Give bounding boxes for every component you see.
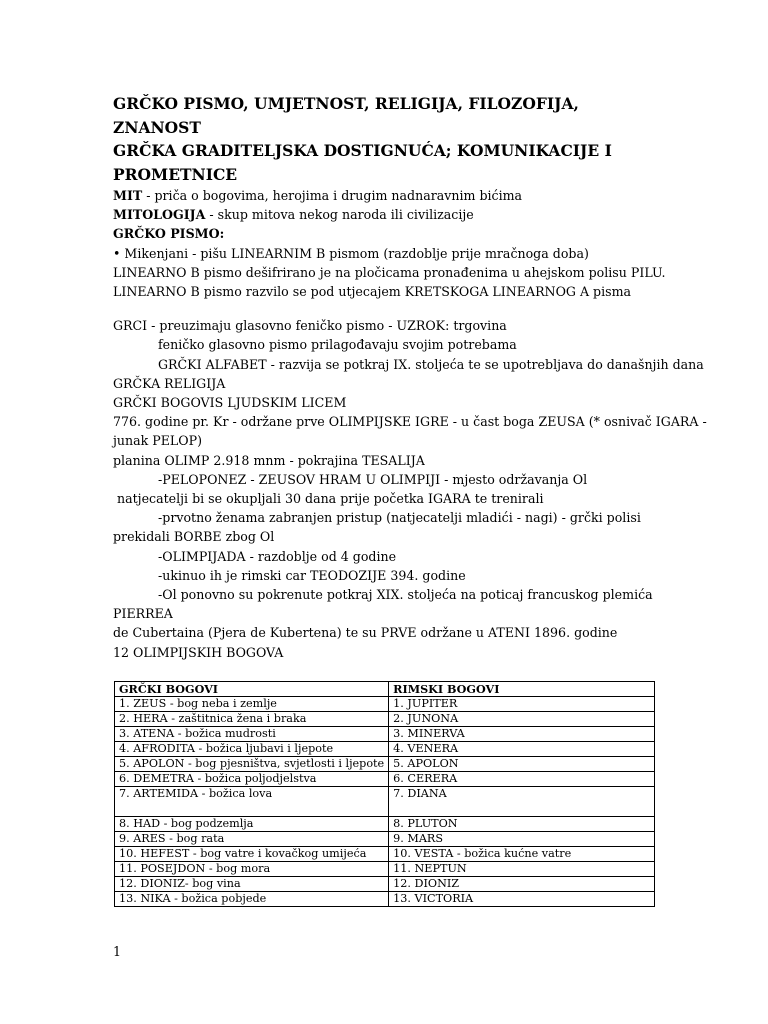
- gods-table: [114, 681, 655, 907]
- blank-line: [113, 301, 678, 316]
- greek-god-cell: 7. ARTEMIDA - božica lova: [115, 787, 389, 817]
- body-line: -Ol ponovno su pokrenute potkraj XIX. stoljeća na poticaj francuskog plemića: [158, 587, 653, 603]
- body-line: -ukinuo ih je rimski car TEODOZIJE 394. godine: [158, 567, 466, 583]
- body-line: GRČKI BOGOVIS LJUDSKIM LICEM: [113, 395, 347, 411]
- title-line: PROMETNICE: [113, 164, 238, 184]
- body-line: GRČKI ALFABET - razvija se potkraj IX. stoljeća te se upotrebljava do današnjih dana: [158, 356, 704, 372]
- body-line: LINEARNO B pismo dešifrirano je na pločicama pronađenima u ahejskom polisu PILU.: [113, 264, 666, 280]
- roman-god-cell: 4. VENERA: [389, 742, 655, 757]
- table-row: [115, 877, 655, 892]
- table-row: [115, 787, 655, 817]
- table-row: [115, 727, 655, 742]
- body-line: 776. godine pr. Kr - održane prve OLIMPIJSKE IGRE - u čast boga ZEUSA (* osnivač IGARA -: [113, 414, 707, 430]
- table-row: [115, 697, 655, 712]
- roman-god-cell: 10. VESTA - božica kućne vatre: [389, 847, 655, 862]
- header-greek-gods: GRČKI BOGOVI: [115, 682, 389, 697]
- body-line: GRCI - preuzimaju glasovno feničko pismo - UZROK: trgovina: [113, 318, 507, 334]
- document-title: [113, 92, 678, 186]
- greek-god-cell: 8. HAD - bog podzemlja: [115, 817, 389, 832]
- body-line: -prvotno ženama zabranjen pristup (natjecatelji mladići - nagi) - grčki polisi: [158, 510, 641, 526]
- roman-god-cell: 9. MARS: [389, 832, 655, 847]
- greek-god-cell: 13. NIKA - božica pobjede: [115, 892, 389, 907]
- table-row: [115, 757, 655, 772]
- body-line: 12 OLIMPIJSKIH BOGOVA: [113, 644, 284, 660]
- table-row: [115, 832, 655, 847]
- header-roman-gods: RIMSKI BOGOVI: [389, 682, 655, 697]
- roman-god-cell: 8. PLUTON: [389, 817, 655, 832]
- roman-god-cell: 13. VICTORIA: [389, 892, 655, 907]
- roman-god-cell: 3. MINERVA: [389, 727, 655, 742]
- table-row: [115, 892, 655, 907]
- greek-god-cell: 3. ATENA - božica mudrosti: [115, 727, 389, 742]
- body-line: -PELOPONEZ - ZEUSOV HRAM U OLIMPIJI - mjesto održavanja Ol: [158, 471, 588, 487]
- body-line: feničko glasovno pismo prilagođavaju svojim potrebama: [158, 337, 517, 353]
- term-mitologija: MITOLOGIJA: [113, 207, 206, 223]
- body-line: LINEARNO B pismo razvilo se pod utjecajem KRETSKOGA LINEARNOG A pisma: [113, 284, 632, 300]
- table-row: [115, 862, 655, 877]
- table-row: [115, 712, 655, 727]
- greek-god-cell: 5. APOLON - bog pjesništva, svjetlosti i ljepote: [115, 757, 389, 772]
- roman-god-cell: 1. JUPITER: [389, 697, 655, 712]
- body-line: prekidali BORBE zbog Ol: [113, 529, 275, 545]
- definition-mit: [113, 186, 678, 205]
- greek-god-cell: 2. HERA - zaštitnica žena i braka: [115, 712, 389, 727]
- body-line: junak PELOP): [113, 433, 203, 449]
- def-mit: - priča o bogovima, herojima i drugim nadnaravnim bićima: [142, 188, 523, 203]
- term-mit: MIT: [113, 188, 143, 203]
- title-line: GRČKA GRADITELJSKA DOSTIGNUĆA; KOMUNIKACIJE I: [113, 141, 612, 160]
- roman-god-cell: 7. DIANA: [389, 787, 655, 817]
- table-row: [115, 772, 655, 787]
- table-row: [115, 847, 655, 862]
- table-row: [115, 742, 655, 757]
- greek-god-cell: 6. DEMETRA - božica poljodjelstva: [115, 772, 389, 787]
- greek-god-cell: 10. HEFEST - bog vatre i kovačkog umijeća: [115, 847, 389, 862]
- title-line: GRČKO PISMO, UMJETNOST, RELIGIJA, FILOZOFIJA,: [113, 94, 579, 113]
- definition-mitologija: [113, 205, 678, 224]
- greek-god-cell: 12. DIONIZ- bog vina: [115, 877, 389, 892]
- greek-god-cell: 4. AFRODITA - božica ljubavi i ljepote: [115, 742, 389, 757]
- body-line: natjecatelji bi se okupljali 30 dana prije početka IGARA te trenirali: [117, 491, 544, 507]
- roman-god-cell: 2. JUNONA: [389, 712, 655, 727]
- table-header-row: [115, 682, 655, 697]
- body-line: planina OLIMP 2.918 mnm - pokrajina TESALIJA: [113, 452, 425, 468]
- body-line: GRČKA RELIGIJA: [113, 375, 226, 391]
- body-line: • Mikenjani - pišu LINEARNIM B pismom (razdoblje prije mračnoga doba): [113, 245, 589, 261]
- body-line: -OLIMPIJADA - razdoblje od 4 godine: [158, 548, 397, 564]
- roman-god-cell: 6. CERERA: [389, 772, 655, 787]
- roman-god-cell: 12. DIONIZ: [389, 877, 655, 892]
- document-body: [113, 186, 707, 662]
- greek-god-cell: 9. ARES - bog rata: [115, 832, 389, 847]
- def-mitologija: - skup mitova nekog naroda ili civilizacije: [205, 207, 474, 223]
- greek-god-cell: 1. ZEUS - bog neba i zemlje: [115, 697, 389, 712]
- title-line: ZNANOST: [113, 117, 201, 137]
- section-heading-pismo: GRČKO PISMO:: [113, 226, 225, 242]
- body-line: PIERREA: [113, 606, 173, 622]
- greek-god-cell: 11. POSEJDON - bog mora: [115, 862, 389, 877]
- roman-god-cell: 11. NEPTUN: [389, 862, 655, 877]
- roman-god-cell: 5. APOLON: [389, 757, 655, 772]
- table-row: [115, 817, 655, 832]
- page-number: 1: [113, 944, 122, 959]
- body-line: de Cubertaina (Pjera de Kubertena) te su PRVE održane u ATENI 1896. godine: [113, 625, 618, 641]
